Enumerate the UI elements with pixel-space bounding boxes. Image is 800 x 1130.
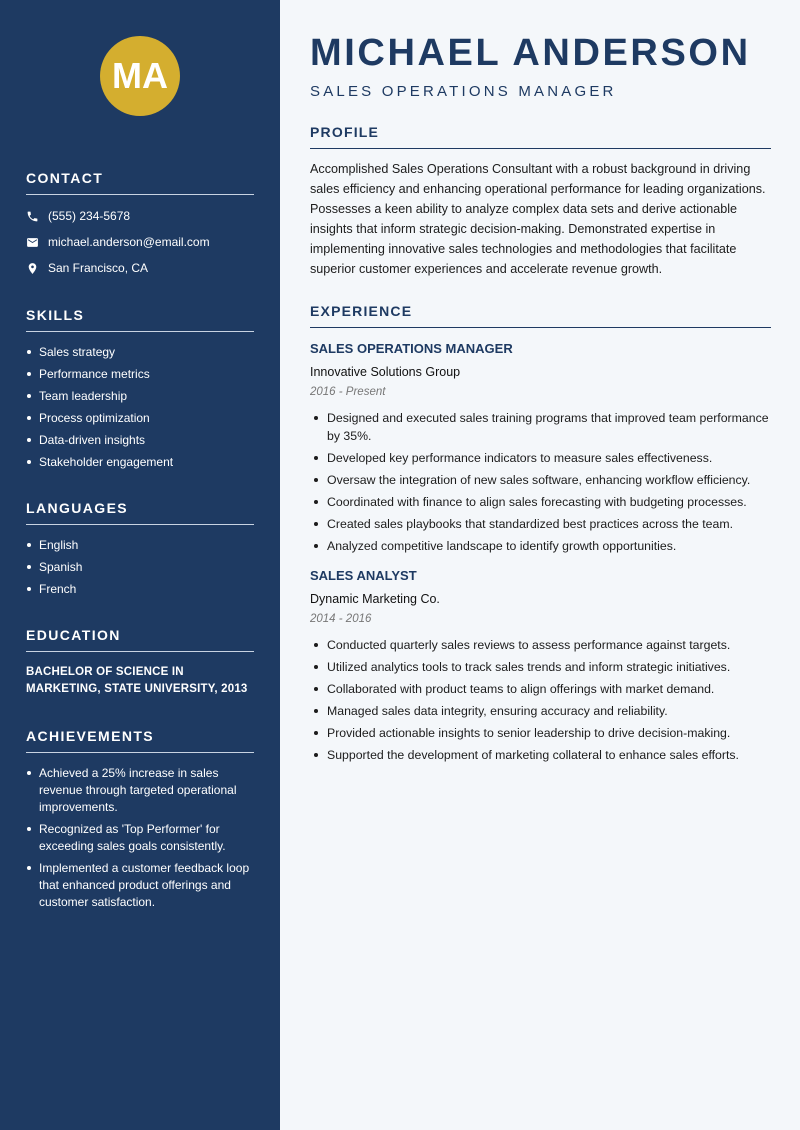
job-bullet: Utilized analytics tools to track sales trends and inform strategic initiatives. bbox=[310, 658, 771, 676]
skill-item: Sales strategy bbox=[26, 344, 254, 360]
education-section bbox=[26, 627, 254, 698]
languages-heading: LANGUAGES bbox=[26, 500, 254, 525]
avatar-initials: MA bbox=[112, 55, 168, 96]
job-company: Innovative Solutions Group bbox=[310, 365, 461, 379]
avatar bbox=[100, 36, 180, 116]
contact-email bbox=[26, 233, 254, 251]
job-title: SALES OPERATIONS MANAGER bbox=[310, 341, 513, 356]
phone-icon bbox=[26, 210, 39, 223]
contact-phone bbox=[26, 207, 254, 225]
job-bullet: Created sales playbooks that standardized best practices across the team. bbox=[310, 515, 771, 533]
profile-text: Accomplished Sales Operations Consultant with a robust background in driving sales efficiency and enhancing operational performance for leading organizations. Possesses a keen ability to analyze complex data sets and derive actionable insights that inform strategic decision-making. Demonstrated expertise in implementing innovative sales technologies and methodologies that facilitate superior customer experiences and accelerate revenue growth. bbox=[310, 162, 766, 276]
experience-heading: EXPERIENCE bbox=[310, 303, 771, 328]
candidate-role: SALES OPERATIONS MANAGER bbox=[310, 83, 617, 100]
job-company: Dynamic Marketing Co. bbox=[310, 592, 440, 606]
job-entry bbox=[310, 341, 771, 555]
achievement-item: Implemented a customer feedback loop that enhanced product offerings and customer satisfaction. bbox=[26, 860, 254, 911]
skill-item: Process optimization bbox=[26, 410, 254, 426]
job-bullet: Coordinated with finance to align sales forecasting with budgeting processes. bbox=[310, 493, 771, 511]
phone-text: (555) 234-5678 bbox=[48, 209, 131, 223]
job-dates: 2014 - 2016 bbox=[310, 613, 372, 625]
job-bullet: Conducted quarterly sales reviews to assess performance against targets. bbox=[310, 636, 771, 654]
language-item: French bbox=[26, 581, 254, 597]
main-content bbox=[310, 30, 771, 768]
job-bullet: Developed key performance indicators to measure sales effectiveness. bbox=[310, 449, 771, 467]
contact-location bbox=[26, 259, 254, 277]
skill-item: Performance metrics bbox=[26, 366, 254, 382]
email-text: michael.anderson@email.com bbox=[48, 235, 210, 249]
achievements-section bbox=[26, 728, 254, 911]
achievement-item: Recognized as 'Top Performer' for exceeding sales goals consistently. bbox=[26, 821, 254, 855]
job-bullets bbox=[310, 636, 771, 764]
profile-heading: PROFILE bbox=[310, 124, 771, 149]
skill-item: Data-driven insights bbox=[26, 432, 254, 448]
email-icon bbox=[26, 236, 39, 249]
skills-section bbox=[26, 307, 254, 470]
skill-item: Team leadership bbox=[26, 388, 254, 404]
location-pin-icon bbox=[26, 262, 39, 275]
skill-item: Stakeholder engagement bbox=[26, 454, 254, 470]
languages-section bbox=[26, 500, 254, 597]
job-bullet: Analyzed competitive landscape to identify growth opportunities. bbox=[310, 537, 771, 555]
skills-heading: SKILLS bbox=[26, 307, 254, 332]
education-degree: BACHELOR OF SCIENCE IN MARKETING, STATE UNIVERSITY, 2013 bbox=[26, 666, 248, 695]
sidebar bbox=[0, 0, 280, 1130]
language-item: English bbox=[26, 537, 254, 553]
job-bullet: Supported the development of marketing collateral to enhance sales efforts. bbox=[310, 746, 771, 764]
education-heading: EDUCATION bbox=[26, 627, 254, 652]
location-text: San Francisco, CA bbox=[48, 261, 149, 275]
candidate-name: MICHAEL ANDERSON bbox=[310, 32, 751, 74]
achievements-heading: ACHIEVEMENTS bbox=[26, 728, 254, 753]
job-entry bbox=[310, 568, 771, 764]
job-bullet: Oversaw the integration of new sales software, enhancing workflow efficiency. bbox=[310, 471, 771, 489]
job-title: SALES ANALYST bbox=[310, 568, 417, 583]
job-bullets bbox=[310, 409, 771, 555]
achievement-item: Achieved a 25% increase in sales revenue through targeted operational improvements. bbox=[26, 765, 254, 816]
achievements-list bbox=[26, 765, 254, 911]
contact-heading: CONTACT bbox=[26, 170, 254, 195]
job-bullet: Managed sales data integrity, ensuring accuracy and reliability. bbox=[310, 702, 771, 720]
languages-list bbox=[26, 537, 254, 597]
job-bullet: Designed and executed sales training programs that improved team performance by 35%. bbox=[310, 409, 771, 445]
language-item: Spanish bbox=[26, 559, 254, 575]
skills-list bbox=[26, 344, 254, 470]
job-dates: 2016 - Present bbox=[310, 386, 386, 398]
contact-section bbox=[26, 170, 254, 277]
job-bullet: Collaborated with product teams to align offerings with market demand. bbox=[310, 680, 771, 698]
job-bullet: Provided actionable insights to senior leadership to drive decision-making. bbox=[310, 724, 771, 742]
